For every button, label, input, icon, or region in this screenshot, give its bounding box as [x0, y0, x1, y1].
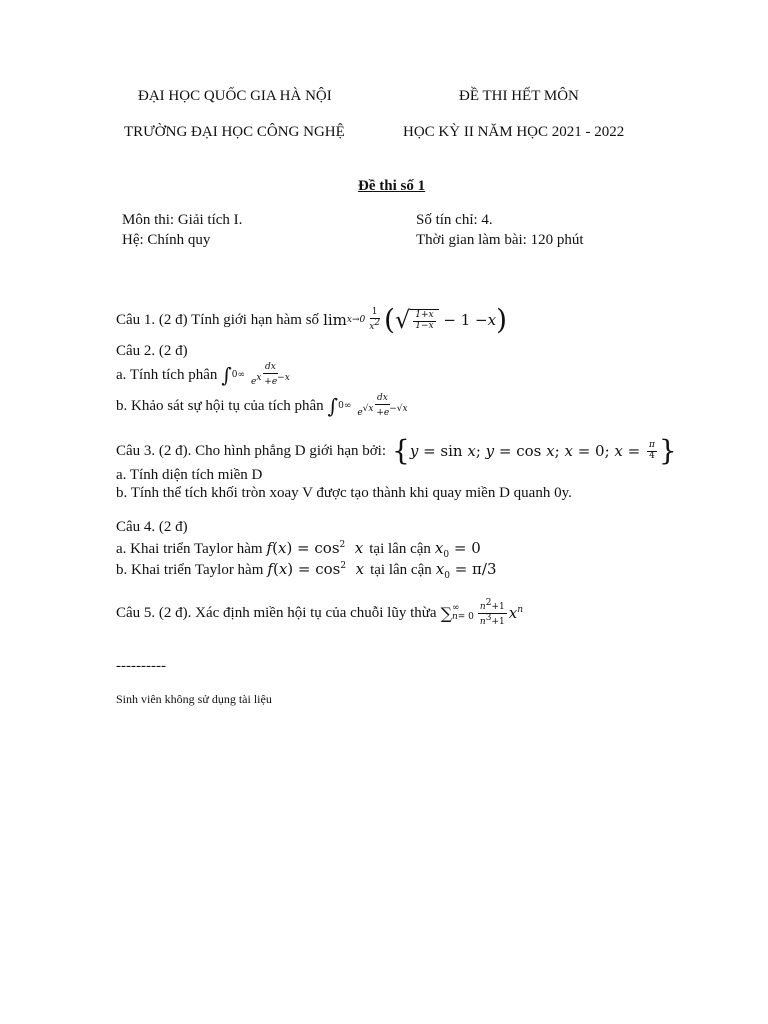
divider: ----------	[116, 658, 166, 674]
question-4a-function: $f(x) = \cos^2 x$	[266, 539, 364, 557]
question-4a-point: $x_0 = 0$	[434, 539, 481, 560]
question-4b-function: $f(x) = \cos^2 x$	[267, 560, 365, 578]
question-1	[116, 297, 507, 343]
question-3	[116, 436, 677, 466]
question-2a-formula: ∫ 0 ∞ $\frac{dx}{ex +e-x}$	[221, 362, 290, 387]
question-4-title: Câu 4. (2 đ)	[116, 519, 188, 535]
school-name: TRƯỜNG ĐẠI HỌC CÔNG NGHỆ	[124, 124, 345, 140]
question-5	[116, 598, 523, 628]
exam-number: Đề thi số 1	[358, 178, 426, 194]
question-1-prompt: Câu 1. (2 đ) Tính giới hạn hàm số	[116, 311, 320, 328]
system: Hệ: Chính quy	[122, 232, 211, 248]
question-4a	[116, 539, 481, 560]
footer-note: Sinh viên không sử dụng tài liệu	[116, 692, 272, 706]
question-3b: b. Tính thể tích khối tròn xoay V được tạo thành khi quay miền D quanh 0y.	[116, 485, 572, 501]
question-4b	[116, 560, 497, 581]
question-3-formula: { y = sin x ; y = cos x ; x = 0; x = $\frac{\pi}{4}$ }	[392, 434, 677, 467]
question-5-formula: ∑ ∞ n= 0 $\frac{n2+1}{n3+1}$ $x^n$	[440, 598, 523, 627]
credits: Số tín chỉ: 4.	[416, 212, 493, 228]
semester: HỌC KỲ II NĂM HỌC 2021 - 2022	[403, 124, 625, 140]
question-2-title: Câu 2. (2 đ)	[116, 343, 188, 359]
question-2b-formula: ∫ 0 ∞ $\frac{dx}{e√x +e-√x}$	[327, 393, 408, 418]
question-2b	[116, 391, 412, 421]
question-2b-prompt: b. Khảo sát sự hội tụ của tích phân	[116, 397, 324, 414]
question-3a: a. Tính diện tích miền D	[116, 467, 263, 483]
question-3-prompt: Câu 3. (2 đ). Cho hình phẳng D giới hạn bởi:	[116, 442, 387, 459]
exam-title: ĐỀ THI HẾT MÔN	[459, 88, 579, 104]
question-4a-mid: tại lân cận	[369, 541, 431, 557]
question-5-prompt: Câu 5. (2 đ). Xác định miền hội tụ của chuỗi lũy thừa	[116, 604, 437, 621]
question-4b-mid: tại lân cận	[370, 562, 432, 578]
question-2a	[116, 360, 294, 390]
question-2a-prompt: a. Tính tích phân	[116, 366, 218, 383]
question-4a-prompt: a. Khai triển Taylor hàm	[116, 541, 263, 557]
subject: Môn thi: Giải tích I.	[122, 212, 243, 228]
question-4b-prompt: b. Khai triển Taylor hàm	[116, 562, 264, 578]
question-4b-point: $x_0 = \pi/3$	[435, 560, 497, 581]
university-name: ĐẠI HỌC QUỐC GIA HÀ NỘI	[138, 88, 332, 104]
duration: Thời gian làm bài: 120 phút	[416, 232, 584, 248]
question-1-formula: lim x→0 $\frac{1}{x2}$ ( √ $\frac{1+x}{1-x}$ − 1 − x )	[323, 303, 508, 336]
